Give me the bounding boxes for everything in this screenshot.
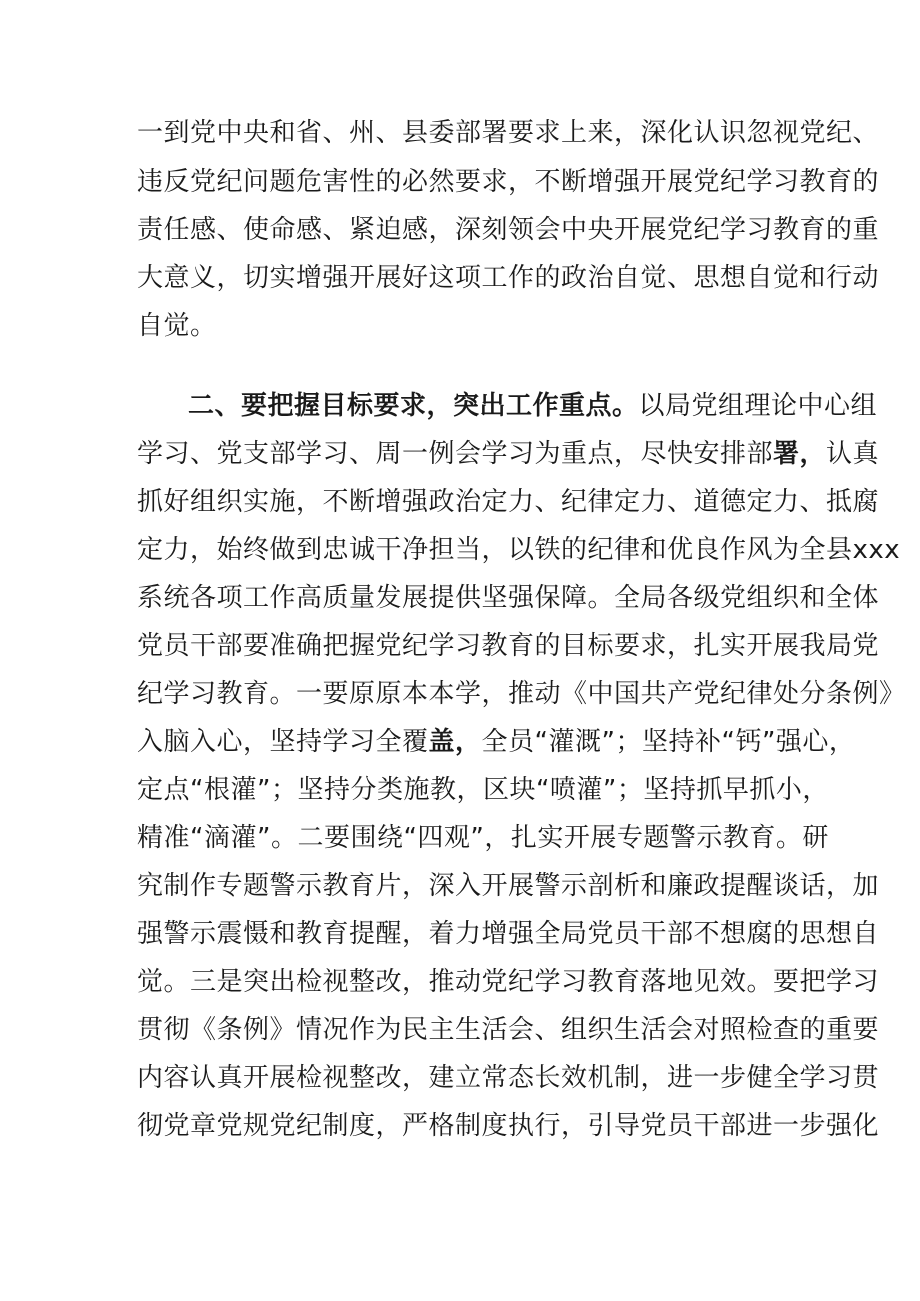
text-line: 责任感、使命感、紧迫感，深刻领会中央开展党纪学习教育的重 xyxy=(137,215,880,245)
text-line: 一到党中央和省、州、县委部署要求上来，深化认识忽视党纪、 xyxy=(137,118,880,148)
bold-text-span: 盖， xyxy=(428,727,482,757)
text-span: 认真 xyxy=(826,439,880,469)
text-line: 自觉。 xyxy=(137,311,217,341)
text-line: 定力，始终做到忠诚干净担当，以铁的纪律和优良作风为全县xxx xyxy=(137,535,901,565)
text-line: 贯彻《条例》情况作为民主生活会、组织生活会对照检查的重要 xyxy=(137,1015,880,1045)
text-line: 党员干部要准确把握党纪学习教育的目标要求，扎实开展我局党 xyxy=(137,631,880,661)
text-span: 以局党组理论中心组 xyxy=(638,391,878,421)
text-line: 内容认真开展检视整改，建立常态长效机制，进一步健全学习贯 xyxy=(137,1063,880,1093)
text-line: 大意义，切实增强开展好这项工作的政治自觉、思想自觉和行动 xyxy=(137,263,880,293)
text-line xyxy=(137,722,855,762)
paragraph2-first-line xyxy=(188,386,877,426)
text-line: 纪学习教育。一要原原本本学，推动《中国共产党纪律处分条例》 xyxy=(137,679,906,709)
text-line: 强警示震慑和教育提醒，着力增强全局党员干部不想腐的思想自 xyxy=(137,919,880,949)
text-span: 全员“灌溉”；坚持补“钙”强心， xyxy=(481,727,856,757)
text-span: 学习、党支部学习、周一例会学习为重点，尽快安排部 xyxy=(137,439,774,469)
bold-text-span: 署， xyxy=(773,439,827,469)
text-line xyxy=(137,434,879,474)
text-line: 抓好组织实施，不断增强政治定力、纪律定力、道德定力、抵腐 xyxy=(137,487,880,517)
text-line: 觉。三是突出检视整改，推动党纪学习教育落地见效。要把学习 xyxy=(137,967,880,997)
section-heading: 二、要把握目标要求，突出工作重点。 xyxy=(188,391,639,421)
text-line: 彻党章党规党纪制度，严格制度执行，引导党员干部进一步强化 xyxy=(137,1111,880,1141)
text-line: 究制作专题警示教育片，深入开展警示剖析和廉政提醒谈话，加 xyxy=(137,871,880,901)
text-span: 入脑入心，坚持学习全覆 xyxy=(137,727,429,757)
text-line: 系统各项工作高质量发展提供坚强保障。全局各级党组织和全体 xyxy=(137,583,880,613)
text-line: 定点“根灌”；坚持分类施教，区块“喷灌”；坚持抓早抓小， xyxy=(137,775,829,805)
text-line: 精准“滴灌”。二要围绕“四观”，扎实开展专题警示教育。研 xyxy=(137,823,829,853)
text-line: 违反党纪问题危害性的必然要求，不断增强开展党纪学习教育的 xyxy=(137,167,880,197)
